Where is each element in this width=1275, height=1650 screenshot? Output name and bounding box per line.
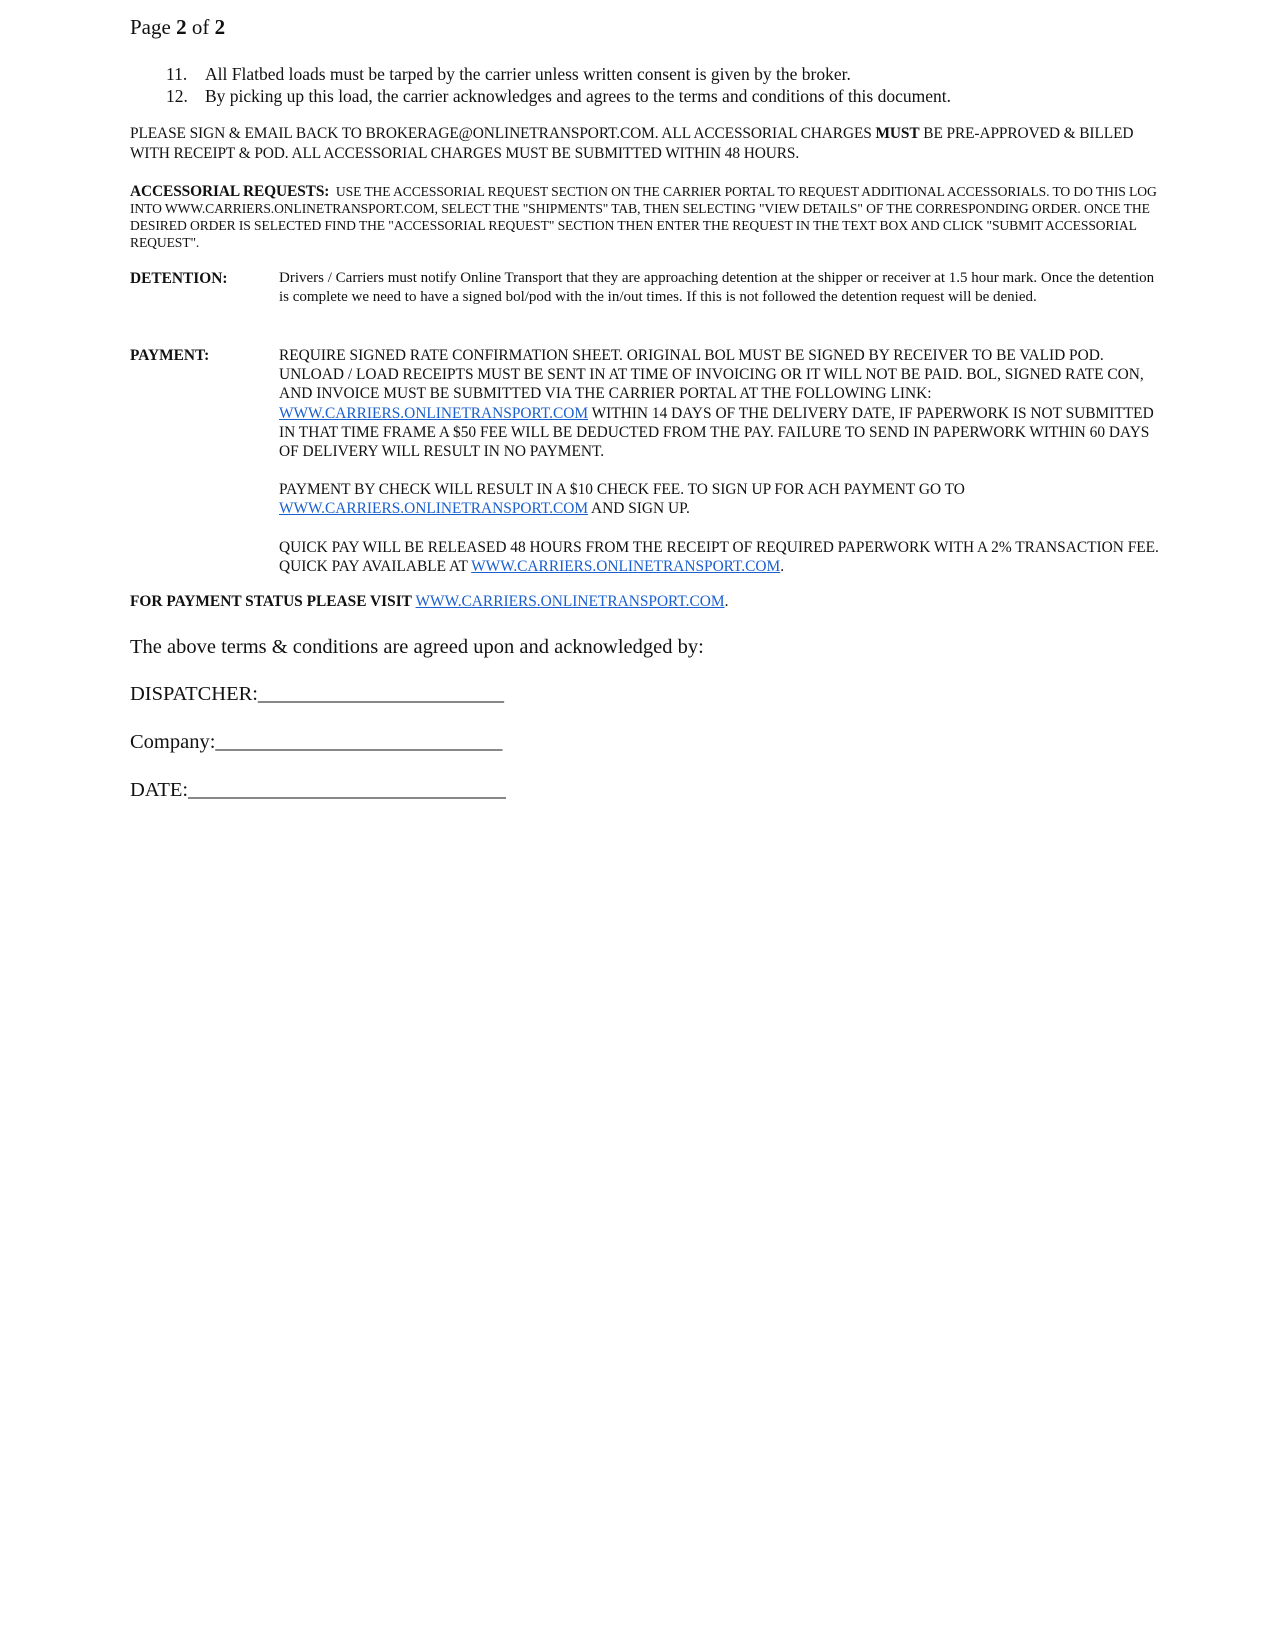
accessorial-text: USE THE ACCESSORIAL REQUEST SECTION ON THE CARRIER PORTAL TO REQUEST ADDITIONAL ACCESSORIALS. TO DO THIS LOG INTO WWW.CARRIERS.ONLINETRANSPORT.COM, SELECT THE "SHIPMENTS" TAB, THEN SELECTING "VIEW DETAILS" OF THE CORRESPONDING ORDER. ONCE THE DESIRED ORDER IS SELECTED FIND THE "ACCESSORIAL REQUEST" SECTION THEN ENTER THE REQUEST IN THE TEXT BOX AND CLICK "SUBMIT ACCESSORIAL REQUEST". bbox=[130, 184, 1160, 250]
payment-status-line bbox=[130, 592, 728, 612]
company-signature-line: Company:____________________________ bbox=[130, 731, 503, 753]
accessorial-label: ACCESSORIAL REQUESTS: bbox=[130, 183, 330, 200]
term-item bbox=[166, 63, 1216, 85]
payment-p3-text-end: . bbox=[780, 557, 785, 575]
must-emphasis: MUST bbox=[875, 125, 920, 142]
page-middle: of bbox=[186, 15, 215, 39]
payment-body bbox=[279, 346, 1159, 576]
detention-body bbox=[279, 269, 1159, 307]
term-text: All Flatbed loads must be tarped by the carrier unless written consent is given by the broker. bbox=[205, 64, 851, 84]
payment-p1-text: REQUIRE SIGNED RATE CONFIRMATION SHEET. ORIGINAL BOL MUST BE SIGNED BY RECEIVER TO BE VALID POD. UNLOAD / LOAD RECEIPTS MUST BE SENT IN AT TIME OF INVOICING OR IT WILL NOT BE PAID. BOL, SIGNED RATE CON, AND INVOICE MUST BE SUBMITTED VIA THE CARRIER PORTAL AT THE FOLLOWING LINK: bbox=[279, 347, 1144, 403]
sign-email-notice bbox=[130, 124, 1156, 163]
payment-status-label: FOR PAYMENT STATUS PLEASE VISIT bbox=[130, 593, 412, 610]
payment-p1-text-end: WITHIN 14 DAYS OF THE DELIVERY DATE, IF PAPERWORK IS NOT SUBMITTED IN THAT TIME FRAME A $50 FEE WILL BE DEDUCTED FROM THE PAY. FAILURE TO SEND IN PAPERWORK WITHIN 60 DAYS OF DELIVERY WILL RESULT IN NO PAYMENT. bbox=[279, 404, 1154, 461]
acknowledgement-statement: The above terms & conditions are agreed upon and acknowledged by: bbox=[130, 636, 704, 658]
payment-section bbox=[130, 346, 1160, 595]
accessorial-requests-section bbox=[130, 183, 1160, 251]
sign-email-text-1: PLEASE SIGN & EMAIL BACK TO BROKERAGE@ONLINETRANSPORT.COM. ALL ACCESSORIAL CHARGES bbox=[130, 125, 876, 142]
payment-paragraph-3 bbox=[279, 538, 1159, 576]
sign-email-text-2: BE PRE-APPROVED & BILLED WITH RECEIPT & POD. ALL ACCESSORIAL CHARGES MUST BE SUBMITTED WITHIN 48 HOURS. bbox=[130, 125, 1134, 162]
term-number: 11. bbox=[166, 64, 188, 84]
payment-paragraph-2 bbox=[279, 480, 1159, 518]
payment-p2-text: PAYMENT BY CHECK WILL RESULT IN A $10 CHECK FEE. TO SIGN UP FOR ACH PAYMENT GO TO bbox=[279, 481, 965, 499]
payment-p2-text-end: AND SIGN UP. bbox=[588, 500, 690, 518]
detention-text: Drivers / Carriers must notify Online Transport that they are approaching detention at the shipper or receiver at 1.5 hour mark. Once the detention is complete we need to have a signed bol/pod with the in/out times. If this is not followed the detention request will be denied. bbox=[279, 270, 1155, 306]
payment-status-period: . bbox=[724, 593, 729, 610]
payment-label: PAYMENT: bbox=[130, 347, 210, 364]
ach-signup-link[interactable]: WWW.CARRIERS.ONLINETRANSPORT.COM bbox=[279, 500, 589, 518]
detention-label: DETENTION: bbox=[130, 270, 228, 287]
carrier-portal-link[interactable]: WWW.CARRIERS.ONLINETRANSPORT.COM bbox=[279, 404, 589, 422]
dispatcher-signature-line: DISPATCHER:________________________ bbox=[130, 683, 504, 705]
page-prefix: Page bbox=[130, 15, 177, 39]
term-number: 12. bbox=[166, 86, 188, 106]
terms-list bbox=[166, 63, 1216, 107]
payment-p3-text: QUICK PAY WILL BE RELEASED 48 HOURS FROM THE RECEIPT OF REQUIRED PAPERWORK WITH A 2% TRANSACTION FEE. QUICK PAY AVAILABLE AT bbox=[279, 538, 1159, 575]
quick-pay-link[interactable]: WWW.CARRIERS.ONLINETRANSPORT.COM bbox=[471, 557, 781, 575]
detention-section bbox=[130, 269, 1160, 326]
payment-paragraph-1 bbox=[279, 346, 1159, 461]
payment-status-link[interactable]: WWW.CARRIERS.ONLINETRANSPORT.COM bbox=[415, 593, 725, 610]
term-text: By picking up this load, the carrier acknowledges and agrees to the terms and conditions of this document. bbox=[205, 86, 951, 106]
term-item bbox=[166, 85, 1216, 107]
date-signature-line: DATE:_______________________________ bbox=[130, 779, 506, 801]
page-number bbox=[130, 14, 225, 40]
page-current: 2 bbox=[176, 15, 187, 39]
page-total: 2 bbox=[214, 15, 226, 39]
